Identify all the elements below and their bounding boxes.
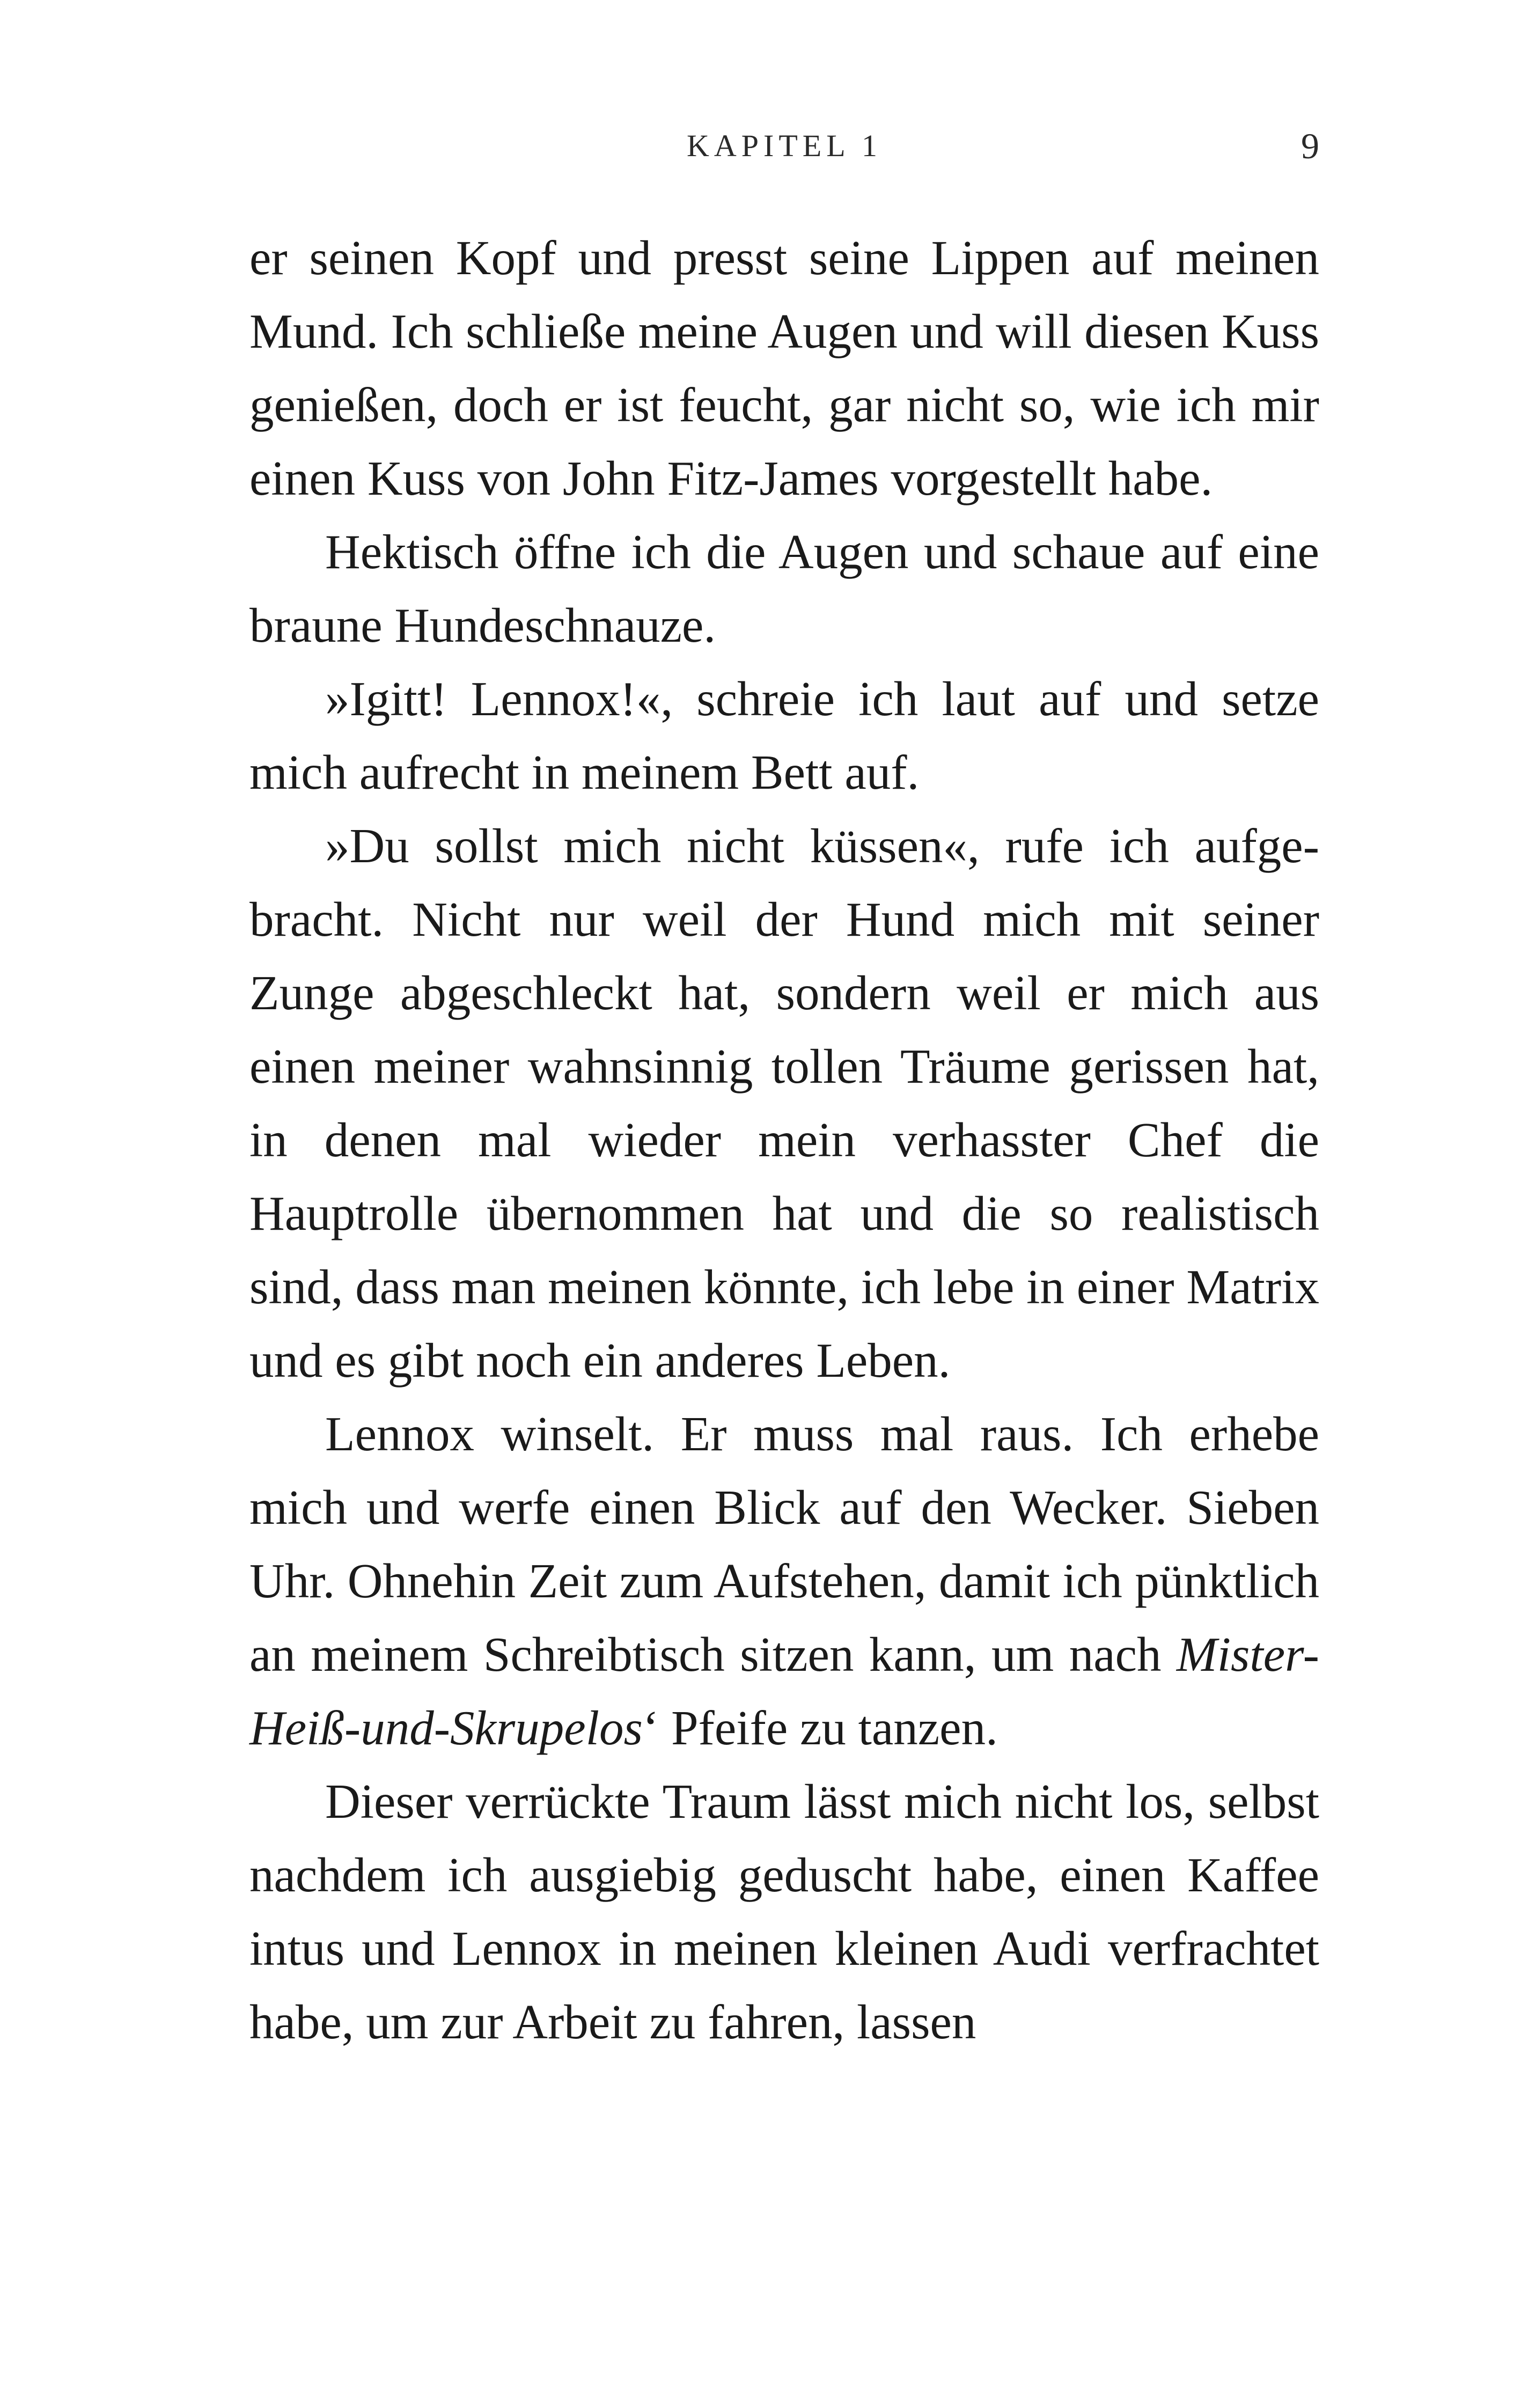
paragraph-6: Dieser verrückte Traum lässt mich nicht los, selbst nachdem ich ausgiebig geduscht habe, einen Kaffee intus und Lennox in meinen kleinen Audi verfrachtet habe, um zur Arbeit zu fahren, lassen: [249, 1774, 1319, 2049]
paragraph-5-end: ‘ Pfeife zu tanzen.: [642, 1701, 998, 1755]
paragraph-5: [249, 1397, 1319, 1765]
page-number: 9: [1301, 126, 1319, 166]
body-text: [249, 221, 1319, 2059]
italic-nickname: Mister-Heiß-und-Skrupelos: [249, 1627, 1319, 1755]
paragraph-1: er seinen Kopf und presst seine Lippen auf meinen Mund. Ich schließe meine Augen und will diesen Kuss genießen, doch er ist feucht, gar nicht so, wie ich mir einen Kuss von John Fitz-James vorgestellt habe.: [249, 231, 1319, 505]
paragraph-4: »Du sollst mich nicht küssen«, rufe ich aufgebracht. Nicht nur weil der Hund mich mit seiner Zunge abgeschleckt hat, sondern weil er mich aus einen meiner wahnsinnig tollen Träume gerissen hat, in denen mal wieder mein verhasster Chef die Hauptrolle übernommen hat und die so realistisch sind, dass man meinen könnte, ich lebe in einer Matrix und es gibt noch ein anderes Leben.: [249, 819, 1319, 1387]
chapter-heading: KAPITEL 1: [687, 128, 882, 163]
paragraph-2: Hektisch öffne ich die Augen und schaue auf eine braune Hundeschnauze.: [249, 525, 1319, 652]
paragraph-5-start: Lennox winselt. Er muss mal raus. Ich erhebe mich und werfe einen Blick auf den Wecker. Sieben Uhr. Ohnehin Zeit zum Aufstehen, damit ich pünktlich an meinem Schreibtisch sitzen kann, um nach: [249, 1407, 1319, 1682]
paragraph-3: »Igitt! Lennox!«, schreie ich laut auf und setze mich aufrecht in meinem Bett auf.: [249, 672, 1319, 799]
running-head: [249, 119, 1319, 173]
